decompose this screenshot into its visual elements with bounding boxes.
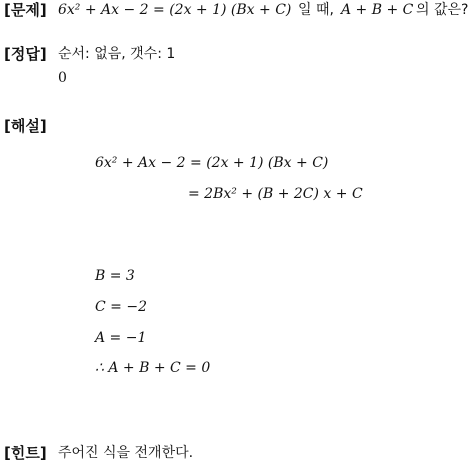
expansion-line-1: 6x² + Ax − 2 = (2x + 1) (Bx + C) — [95, 155, 329, 171]
answer-value: 0 — [58, 70, 67, 86]
result-a: A = −1 — [95, 330, 147, 346]
expansion-line-2: = 2Bx² + (B + 2C) x + C — [188, 186, 363, 202]
hint-text: 주어진 식을 전개한다. — [58, 445, 194, 461]
answer-label: [정답] — [4, 45, 47, 63]
result-b: B = 3 — [95, 268, 135, 284]
problem-label: [문제] — [4, 1, 47, 19]
result-c: C = −2 — [95, 299, 147, 315]
answer-info: 순서: 없음, 갯수: 1 — [58, 46, 176, 62]
explanation-label: [해설] — [4, 117, 47, 135]
problem-question-tail: 의 값은? — [416, 2, 469, 18]
problem-question-text: 일 때, — [298, 2, 334, 18]
problem-expression: A + B + C — [341, 2, 414, 18]
result-sum: ∴ A + B + C = 0 — [95, 360, 211, 376]
hint-label: [힌트] — [4, 444, 47, 462]
problem-equation: 6x² + Ax − 2 = (2x + 1) (Bx + C) — [58, 2, 292, 18]
